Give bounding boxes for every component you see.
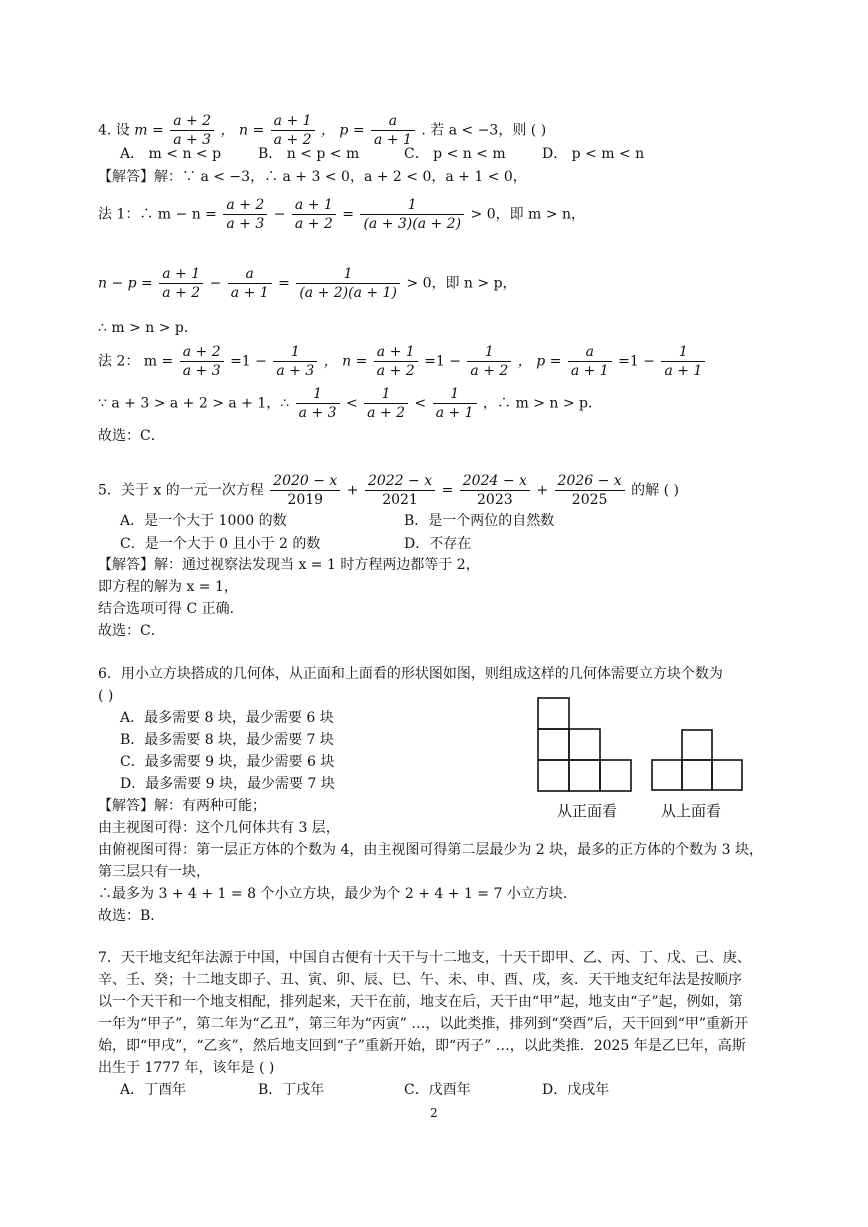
q6-option-d: D．最多需要 9 块，最少需要 7 块 (120, 776, 335, 792)
equals-sign: = (342, 206, 354, 223)
fraction-numerator: 1 (296, 265, 400, 284)
inequality-conclusion: > 0，即 n > p， (406, 275, 517, 292)
fraction-denominator: a + 1 (664, 363, 703, 379)
fraction-numerator: 1 (273, 343, 317, 362)
comparison-premise: ∵ a + 3 > a + 2 > a + 1，∴ (98, 395, 290, 412)
q5-solution-line1: 【解答】解：通过视察法发现当 x = 1 时方程两边都等于 2， (98, 557, 480, 573)
q4-option-c: C． p < n < m (404, 146, 506, 162)
fraction-denominator: 2021 (382, 492, 418, 508)
q7-option-a: A．丁酉年 (120, 1082, 187, 1098)
q7-option-b: B．丁戌年 (258, 1082, 325, 1098)
q4-stem-condition: . 若 a < −3，则 ( ) (421, 122, 547, 139)
fraction (228, 265, 272, 302)
q5-stem-prefix: 5．关于 x 的一元一次方程 (98, 482, 264, 499)
fraction-numerator: 2022 − x (365, 472, 435, 491)
equals-one-minus: =1 − (230, 353, 267, 370)
fraction (180, 343, 224, 380)
fraction (661, 343, 705, 380)
less-than-sign: < (414, 395, 427, 412)
q6-solution-line2: 由主视图可得：这个几何体共有 3 层， (98, 820, 340, 836)
top-view-figure (650, 728, 746, 792)
q7-stem-line5: 始，即“甲戌”，“乙亥”，然后地支回到“子”重新开始，即“丙子” …，以此类推．2025 年是乙巳年，高斯 (98, 1038, 746, 1054)
fraction-numerator: 2026 − x (555, 472, 625, 491)
fraction-numerator: 1 (364, 385, 408, 404)
fraction-denominator: (a + 2)(a + 1) (299, 285, 397, 301)
fraction (223, 196, 267, 233)
cube-square (538, 760, 569, 791)
fraction (273, 343, 317, 380)
fraction-numerator: 1 (661, 343, 705, 362)
cube-square (538, 698, 569, 729)
fraction-denominator: a + 1 (435, 405, 474, 421)
fraction-denominator: 2019 (287, 492, 324, 508)
q5-option-d: D．不存在 (404, 536, 472, 552)
q6-solution-line1: 【解答】解：有两种可能； (98, 798, 266, 814)
expression-lhs: n − p = (98, 275, 153, 292)
cube-square (569, 729, 600, 760)
q6-option-b: B．最多需要 8 块，最少需要 7 块 (120, 732, 334, 748)
cube-square (600, 760, 631, 791)
q7-stem-line6: 出生于 1777 年，该年是 ( ) (98, 1060, 275, 1076)
fraction-numerator: 1 (467, 343, 511, 362)
cube-square (569, 760, 600, 791)
fraction (555, 472, 625, 509)
q4-stem-prefix: 4. 设 (98, 122, 130, 139)
fraction (467, 343, 511, 380)
fraction-numerator: a (568, 343, 612, 362)
fraction-numerator: a (371, 112, 415, 131)
q6-stem-line1: 6．用小立方块搭成的几何体，从正面和上面看的形状图如图，则组成这样的几何体需要立方块个数为 (98, 666, 723, 682)
fraction-numerator: a + 2 (223, 196, 267, 215)
fraction-numerator: 1 (360, 196, 464, 215)
fraction (365, 472, 435, 509)
front-view-figure (536, 696, 636, 792)
cube-square (652, 760, 682, 790)
q6-solution-line5: ∴最多为 3 + 4 + 1 = 8 个小立方块，最少为个 2 + 4 + 1 = 7 小立方块． (98, 886, 577, 902)
fraction-numerator: 1 (296, 385, 340, 404)
plus-sign: + (346, 482, 359, 499)
fraction (568, 343, 612, 380)
q7-option-d: D．戊戌年 (542, 1082, 610, 1098)
fraction (364, 385, 408, 422)
q7-stem-line4: 一年为“甲子”，第二年为“乙丑”，第三年为“丙寅” …，以此类推，排列到“癸酉”后，天干回到“甲”重新开 (98, 1016, 749, 1032)
fraction (270, 472, 340, 509)
q5-option-b: B．是一个两位的自然数 (404, 513, 555, 529)
q6-solution-line4: 第三层只有一块， (98, 864, 210, 880)
page-number: 2 (430, 1106, 438, 1120)
equals-sign: = (441, 482, 454, 499)
fraction-denominator: a + 3 (226, 216, 265, 232)
method2-label: 法 2： m = (98, 353, 174, 370)
fraction-numerator: a + 1 (292, 196, 336, 215)
fraction (360, 196, 464, 233)
n-lhs: ， n = (323, 353, 368, 370)
fraction-denominator: 2025 (571, 492, 608, 508)
q7-option-c: C．戊酉年 (404, 1082, 471, 1098)
q6-solution-line3: 由俯视图可得：第一层正方体的个数为 4，由主视图可得第二层最少为 2 块，最多的正方体的个数为 3 块， (98, 842, 763, 858)
q4-option-b: B． n < p < m (258, 146, 360, 162)
q6-option-c: C．最多需要 9 块，最少需要 6 块 (120, 754, 335, 770)
q4-method1-line2 (98, 265, 517, 302)
equals-sign: = (278, 275, 290, 292)
q5-stem-suffix: 的解 ( ) (631, 482, 679, 499)
q4-option-d: D． p < m < n (542, 146, 645, 162)
cube-square (538, 729, 569, 760)
q4-option-a: A． m < n < p (120, 146, 222, 162)
q7-stem-line3: 以一个天干和一个地支相配，排列起来，天干在前，地支在后，天干由“甲”起，地支由“子”起，例如，第 (98, 994, 743, 1010)
q5-option-c: C．是一个大于 0 且小于 2 的数 (120, 536, 321, 552)
fraction-denominator: a + 2 (470, 363, 509, 379)
q4-answer: 故选：C． (98, 428, 165, 444)
fraction-denominator: 2023 (477, 492, 513, 508)
fraction (460, 472, 530, 509)
fraction-denominator: a + 3 (276, 363, 315, 379)
q7-stem-line2: 辛、壬、癸；十二地支即子、丑、寅、卯、辰、巳、午、未、申、酉、戌，亥．天干地支纪年法是按顺序 (98, 972, 742, 988)
q6-answer: 故选：B． (98, 908, 165, 924)
q5-stem (98, 472, 679, 509)
inequality-conclusion: > 0，即 m > n， (470, 206, 585, 223)
q5-solution-line2: 即方程的解为 x = 1， (98, 579, 238, 595)
fraction-numerator: a + 1 (374, 343, 418, 362)
minus-sign: − (273, 206, 286, 223)
q5-option-a: A．是一个大于 1000 的数 (120, 513, 287, 529)
cube-square (712, 760, 742, 790)
fraction-numerator: 2024 − x (460, 472, 530, 491)
top-view-caption: 从上面看 (661, 802, 722, 820)
plus-sign: + (536, 482, 549, 499)
fraction-denominator: a + 3 (173, 132, 212, 148)
q7-stem-line1: 7．天干地支纪年法源于中国，中国自古便有十天干与十二地支，十天干即甲、乙、丙、丁、戊、己、庚、 (98, 950, 751, 966)
fraction-numerator: a (228, 265, 272, 284)
q6-stem-line2: ( ) (98, 688, 114, 704)
minus-sign: − (209, 275, 222, 292)
q5-answer: 故选：C． (98, 623, 165, 639)
fraction (292, 196, 336, 233)
equals-one-minus: =1 − (424, 353, 461, 370)
method1-label: 法 1：∴ m − n = (98, 206, 217, 223)
fraction-denominator: a + 1 (230, 285, 269, 301)
fraction-denominator: a + 3 (298, 405, 337, 421)
q5-solution-line3: 结合选项可得 C 正确． (98, 601, 244, 617)
fraction-numerator: a + 2 (180, 343, 224, 362)
fraction-numerator: a + 1 (159, 265, 203, 284)
q4-n-lhs: ， n = (220, 122, 265, 139)
q4-method1-conclusion: ∴ m > n > p． (98, 320, 198, 336)
fraction-denominator: a + 1 (374, 132, 412, 148)
q4-p-lhs: ， p = (320, 122, 365, 139)
fraction (296, 385, 340, 422)
fraction-denominator: a + 2 (273, 132, 312, 148)
fraction-denominator: a + 2 (294, 216, 333, 232)
q4-method2-comparison (98, 385, 602, 422)
q4-method2-line (98, 343, 707, 380)
less-than-sign: < (345, 395, 358, 412)
fraction (374, 343, 418, 380)
front-view-caption: 从正面看 (557, 802, 618, 820)
fraction (159, 265, 203, 302)
comparison-conclusion: ，∴ m > n > p． (483, 395, 603, 412)
fraction-denominator: a + 2 (376, 363, 415, 379)
q6-option-a: A．最多需要 8 块，最少需要 6 块 (120, 710, 334, 726)
fraction-denominator: a + 3 (182, 363, 221, 379)
q4-m-lhs: m = (134, 122, 164, 139)
q4-solution-intro: 【解答】解：∵ a < −3，∴ a + 3 < 0，a + 2 < 0，a + 1 < 0， (98, 169, 527, 185)
fraction-numerator: a + 1 (271, 112, 315, 131)
fraction-numerator: 2020 − x (270, 472, 340, 491)
fraction-denominator: (a + 3)(a + 2) (363, 216, 462, 232)
cube-square (682, 730, 712, 760)
fraction (433, 385, 477, 422)
cube-square (682, 760, 712, 790)
p-lhs: ， p = (517, 353, 562, 370)
fraction-numerator: a + 2 (170, 112, 214, 131)
q4-method1-line1 (98, 196, 585, 233)
fraction (296, 265, 400, 302)
fraction-numerator: 1 (433, 385, 477, 404)
fraction-denominator: a + 2 (162, 285, 201, 301)
fraction-denominator: a + 2 (367, 405, 406, 421)
equals-one-minus: =1 − (618, 353, 655, 370)
fraction-denominator: a + 1 (570, 363, 609, 379)
